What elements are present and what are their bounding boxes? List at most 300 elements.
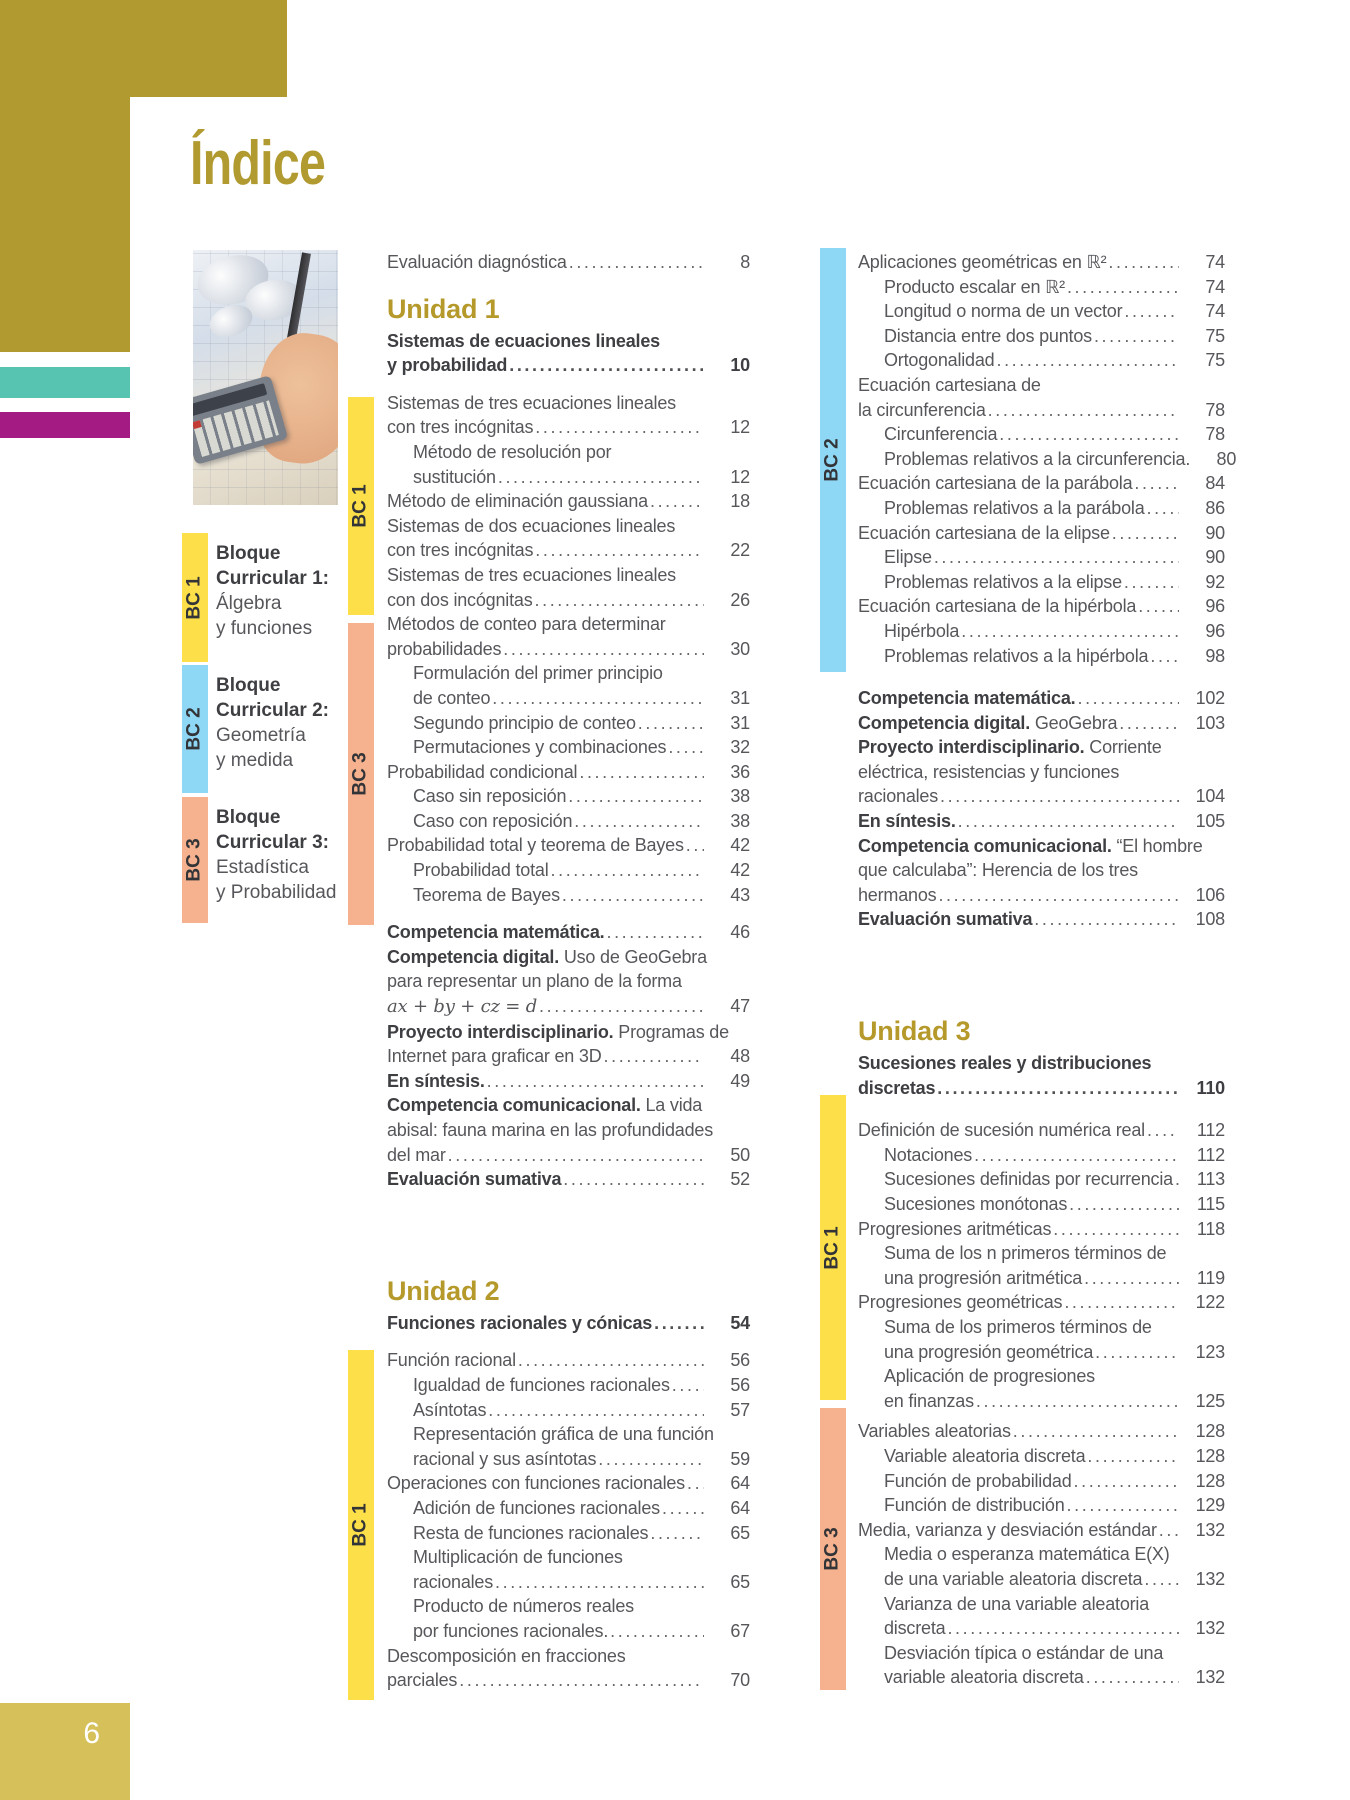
toc-entry-label: Sistemas de tres ecuaciones lineales xyxy=(387,564,676,585)
dot-leader xyxy=(1065,1493,1179,1518)
legend-bc1 xyxy=(182,533,329,662)
toc-entry-label: Función de probabilidad xyxy=(884,1470,1072,1491)
dot-leader xyxy=(959,619,1179,644)
toc-page-number: 96 xyxy=(1205,596,1225,617)
toc-entry-label: sustitución xyxy=(413,466,496,487)
toc-entry-label: Aplicaciones geométricas en ℝ² xyxy=(858,252,1107,272)
toc-page-number: 48 xyxy=(730,1046,750,1067)
toc-page-number: 98 xyxy=(1205,645,1225,666)
toc-entry-label: Variable aleatoria discreta xyxy=(884,1445,1086,1466)
toc-entry-label: Internet para graficar en 3D xyxy=(387,1046,602,1067)
toc-entry-label: Elipse xyxy=(884,547,932,568)
toc-entry xyxy=(387,588,750,613)
magenta-strip xyxy=(0,412,130,438)
legend-subtitle: y medida xyxy=(216,750,294,771)
dot-leader xyxy=(596,1447,704,1472)
toc-page-number: 54 xyxy=(730,1312,750,1333)
toc-entry xyxy=(387,1594,750,1619)
toc-entry-label: Adición de funciones racionales xyxy=(413,1497,660,1518)
toc-entry xyxy=(387,711,750,736)
toc-page-number: 128 xyxy=(1195,1445,1225,1466)
toc-entry-label: Progresiones aritméticas xyxy=(858,1218,1052,1239)
toc-entry-label: Representación gráfica de una función xyxy=(413,1424,714,1445)
toc-page-number: 106 xyxy=(1195,884,1225,905)
toc-entry-label: Problemas relativos a la circunferencia. xyxy=(884,448,1191,469)
dot-leader xyxy=(446,1143,704,1168)
unit-heading: Unidad 1 xyxy=(387,293,500,324)
toc-entry xyxy=(387,637,750,662)
dot-leader xyxy=(938,784,1179,809)
toc-entry-label: Producto de números reales xyxy=(413,1596,634,1617)
toc-entry xyxy=(858,447,1237,472)
toc-entry xyxy=(858,1290,1225,1315)
toc-entry xyxy=(387,1644,750,1669)
toc-entry-label: Igualdad de funciones racionales xyxy=(413,1374,670,1395)
toc-page-number: 78 xyxy=(1205,424,1225,445)
toc-page-number: 103 xyxy=(1195,712,1225,733)
toc-page-number: 70 xyxy=(730,1670,750,1691)
toc-page-number: 102 xyxy=(1195,688,1225,709)
toc-entry-label: Problemas relativos a la hipérbola xyxy=(884,645,1149,666)
toc-entry xyxy=(858,883,1225,908)
toc-entry-label: Ecuación cartesiana de la hipérbola xyxy=(858,596,1137,617)
toc-entry-label: una progresión aritmética xyxy=(884,1267,1083,1288)
footer-page-number-block xyxy=(0,1703,130,1800)
toc-entry xyxy=(858,1167,1225,1192)
toc-entry xyxy=(858,373,1225,398)
dot-leader xyxy=(1117,711,1179,736)
dot-leader xyxy=(567,250,704,275)
toc-page-number: 132 xyxy=(1195,1618,1225,1639)
toc-page-number: 38 xyxy=(730,810,750,831)
toc-entry-label: Método de eliminación gaussiana xyxy=(387,491,648,512)
toc-page-number: 90 xyxy=(1205,522,1225,543)
toc-entry-label: Caso sin reposición xyxy=(413,786,567,807)
dot-leader xyxy=(956,809,1179,834)
toc-entry-label: Sucesiones definidas por recurrencia xyxy=(884,1169,1173,1190)
toc-page-number: 115 xyxy=(1196,1194,1225,1214)
toc-entry xyxy=(387,1044,750,1069)
toc-entry xyxy=(858,324,1225,349)
toc-page-number: 36 xyxy=(730,761,750,782)
toc-entry-label: Ecuación cartesiana de xyxy=(858,374,1041,395)
toc-entry-label: Operaciones con funciones racionales xyxy=(387,1473,685,1494)
toc-page-number: 67 xyxy=(730,1620,750,1641)
toc-entry xyxy=(387,1422,750,1447)
legend-subtitle: y Probabilidad xyxy=(216,882,337,903)
toc-entry-label: Resta de funciones racionales xyxy=(413,1522,649,1543)
toc-entry xyxy=(858,422,1225,447)
toc-entry xyxy=(387,969,750,994)
dot-leader xyxy=(516,1348,704,1373)
legend-title: Bloque xyxy=(216,543,281,564)
dot-leader xyxy=(935,1076,1179,1101)
unit-heading: Unidad 3 xyxy=(858,1016,971,1047)
toc-entry xyxy=(858,545,1225,570)
dot-leader xyxy=(533,415,704,440)
toc-entry xyxy=(858,1444,1225,1469)
dot-leader xyxy=(648,1521,704,1546)
dot-leader xyxy=(572,809,704,834)
toc-entry-label: en finanzas xyxy=(884,1390,974,1411)
toc-entry xyxy=(858,1076,1225,1101)
toc-entry-label: la circunferencia xyxy=(858,399,986,420)
toc-entry xyxy=(387,391,750,416)
toc-page-number: 112 xyxy=(1196,1120,1225,1141)
toc-page-number: 92 xyxy=(1205,571,1225,592)
toc-entry-label: Media o esperanza matemática E(X) xyxy=(884,1544,1170,1565)
toc-entry xyxy=(387,1447,750,1472)
dot-leader xyxy=(945,1616,1179,1641)
dot-leader xyxy=(932,545,1179,570)
toc-page-number: 30 xyxy=(730,638,750,659)
dot-leader xyxy=(994,348,1179,373)
legend-subtitle: y funciones xyxy=(216,618,313,639)
toc-entry-label: Descomposición en fracciones xyxy=(387,1645,626,1666)
toc-entry-label: hermanos xyxy=(858,884,937,905)
dot-leader xyxy=(974,1389,1179,1414)
toc-entry xyxy=(858,594,1225,619)
toc-entry-label: del mar xyxy=(387,1144,446,1165)
toc-entry xyxy=(387,1118,750,1143)
toc-entry xyxy=(387,833,750,858)
teal-strip xyxy=(0,367,130,398)
toc-entry xyxy=(858,1542,1225,1567)
dot-leader xyxy=(1145,496,1179,521)
toc-entry xyxy=(387,1545,750,1570)
legend-title: Curricular 3: xyxy=(216,832,329,853)
dot-leader xyxy=(1122,570,1179,595)
toc-entry-label: por funciones racionales. xyxy=(413,1620,609,1641)
dot-leader xyxy=(986,398,1179,423)
toc-entry-label: Aplicación de progresiones xyxy=(884,1366,1095,1387)
toc-entry xyxy=(858,250,1225,275)
toc-entry xyxy=(387,563,750,588)
toc-entry-label: Progresiones geométricas xyxy=(858,1292,1063,1313)
toc-page-number: 65 xyxy=(730,1522,750,1543)
toc-page-number: 113 xyxy=(1196,1169,1225,1190)
dot-leader xyxy=(1122,299,1179,324)
toc-entry-label: Problemas relativos a la elipse xyxy=(884,571,1122,592)
dot-leader xyxy=(1085,1444,1179,1469)
toc-page-number: 78 xyxy=(1205,399,1225,420)
toc-entry xyxy=(858,1665,1225,1690)
toc-page-number: 59 xyxy=(730,1448,750,1469)
bc3-badge xyxy=(182,797,208,923)
toc-entry-label: Probabilidad total y teorema de Bayes xyxy=(387,835,684,856)
toc-entry xyxy=(858,1616,1225,1641)
dot-leader xyxy=(1093,1340,1179,1365)
toc-entry xyxy=(858,834,1225,859)
toc-entry-label: Asíntotas xyxy=(413,1399,487,1420)
toc-entry xyxy=(858,521,1225,546)
toc-entry xyxy=(858,619,1225,644)
toc-page-number: 42 xyxy=(730,835,750,856)
toc-entry xyxy=(387,1496,750,1521)
toc-page-number: 49 xyxy=(730,1070,750,1091)
toc-page-number: 86 xyxy=(1205,497,1225,518)
toc-entry-label: En síntesis. xyxy=(387,1070,485,1091)
toc-entry xyxy=(387,465,750,490)
dot-leader xyxy=(1173,1167,1179,1192)
dot-leader xyxy=(485,1069,704,1094)
toc-entry-label: con tres incógnitas xyxy=(387,417,534,438)
toc-entry xyxy=(387,735,750,760)
dot-leader xyxy=(685,1471,704,1496)
toc-page-number: 31 xyxy=(730,687,750,708)
dot-leader xyxy=(1067,1192,1179,1217)
bc3-section-bar: BC 3 xyxy=(820,1408,846,1690)
toc-entry xyxy=(858,760,1225,785)
dot-leader xyxy=(533,538,704,563)
toc-column-left xyxy=(387,250,750,1693)
toc-entry xyxy=(387,1093,750,1118)
toc-entry-label: racionales xyxy=(858,786,939,807)
legend-title: Bloque xyxy=(216,675,281,696)
toc-entry xyxy=(387,809,750,834)
page-title: Índice xyxy=(190,129,326,198)
toc-entry xyxy=(387,1143,750,1168)
toc-entry-label: Distancia entre dos puntos xyxy=(884,325,1092,346)
toc-entry-label: Competencia matemática. xyxy=(858,688,1076,709)
toc-page-number: 8 xyxy=(740,252,750,272)
dot-leader xyxy=(566,784,704,809)
toc-entry-label: para representar un plano de la forma xyxy=(387,971,682,992)
toc-page-number: 47 xyxy=(730,996,750,1017)
toc-entry-label: Segundo principio de conteo xyxy=(413,712,636,733)
toc-entry-label: Métodos de conteo para determinar xyxy=(387,614,666,635)
dot-leader xyxy=(666,735,704,760)
dot-leader xyxy=(507,353,704,378)
legend-title: Bloque xyxy=(216,807,281,828)
dot-leader xyxy=(1065,275,1179,300)
toc-entry-label: Sistemas de dos ecuaciones lineales xyxy=(387,515,676,536)
toc-entry xyxy=(858,711,1225,736)
toc-entry-label: Teorema de Bayes xyxy=(413,884,560,905)
toc-photo xyxy=(193,250,338,505)
toc-entry xyxy=(387,1471,750,1496)
dot-leader xyxy=(1136,594,1179,619)
toc-entry-label: discretas xyxy=(858,1077,936,1098)
bc1-badge-label: BC 1 xyxy=(184,575,206,620)
dot-leader xyxy=(1051,1217,1179,1242)
toc-page-number: 128 xyxy=(1195,1470,1225,1491)
toc-entry-label: Definición de sucesión numérica real xyxy=(858,1120,1145,1141)
toc-entry-label: Producto escalar en ℝ² xyxy=(884,276,1065,297)
dot-leader xyxy=(652,1311,704,1336)
toc-entry xyxy=(387,1373,750,1398)
toc-entry xyxy=(858,735,1225,760)
dot-leader xyxy=(972,1143,1179,1168)
toc-page-number: 132 xyxy=(1195,1568,1225,1589)
dot-leader xyxy=(1072,1469,1179,1494)
toc-entry xyxy=(387,920,750,945)
bc3-section-bar: BC 3 xyxy=(348,623,374,925)
dot-leader xyxy=(1132,471,1179,496)
dot-leader xyxy=(602,1044,704,1069)
toc-page-number: 50 xyxy=(730,1144,750,1165)
toc-entry-label: Problemas relativos a la parábola xyxy=(884,497,1145,518)
toc-entry-label: Suma de los primeros términos de xyxy=(884,1316,1152,1337)
toc-entry xyxy=(858,1389,1225,1414)
toc-page-number: 64 xyxy=(730,1473,750,1494)
toc-page-number: 12 xyxy=(730,466,750,487)
toc-entry-label: Evaluación sumativa xyxy=(858,909,1033,930)
dot-leader xyxy=(936,883,1179,908)
toc-entry xyxy=(858,1493,1225,1518)
toc-page-number: 90 xyxy=(1205,547,1225,568)
toc-entry xyxy=(858,398,1225,423)
toc-entry-label: Ortogonalidad xyxy=(884,350,995,371)
toc-page-number: 84 xyxy=(1205,473,1225,494)
dot-leader xyxy=(1157,1518,1179,1543)
toc-entry xyxy=(387,1668,750,1693)
toc-entry xyxy=(387,994,750,1020)
toc-entry-label: probabilidades xyxy=(387,638,502,659)
toc-page-number: 119 xyxy=(1196,1267,1225,1288)
bc2-badge xyxy=(182,665,208,793)
dot-leader xyxy=(561,1167,704,1192)
toc-entry-label: Competencia digital. GeoGebra xyxy=(858,712,1118,733)
toc-entry-label: eléctrica, resistencias y funciones xyxy=(858,761,1120,782)
toc-entry xyxy=(858,858,1225,883)
dot-leader xyxy=(660,1496,704,1521)
legend-subtitle: Geometría xyxy=(216,725,306,746)
bc2-badge-label: BC 2 xyxy=(184,707,206,751)
toc-entry xyxy=(387,661,750,686)
toc-entry-label: Hipérbola xyxy=(884,620,960,641)
dot-leader xyxy=(1062,1290,1179,1315)
dot-leader xyxy=(1082,1266,1179,1291)
legend-title: Curricular 1: xyxy=(216,568,329,589)
toc-entry-label: Ecuación cartesiana de la elipse xyxy=(858,522,1110,543)
bc1-badge xyxy=(182,533,208,662)
dot-leader xyxy=(496,465,704,490)
toc-page-number: 22 xyxy=(730,540,750,561)
toc-page-number: 132 xyxy=(1195,1667,1225,1688)
toc-entry xyxy=(387,760,750,785)
toc-entry xyxy=(858,1217,1225,1242)
toc-entry xyxy=(387,1521,750,1546)
toc-entry xyxy=(858,784,1225,809)
toc-entry xyxy=(387,1570,750,1595)
toc-entry-label: Media, varianza y desviación estándar xyxy=(858,1519,1157,1540)
bc3-badge-label: BC 3 xyxy=(184,838,206,882)
toc-entry-label: Variables aleatorias xyxy=(858,1421,1011,1442)
toc-page-number: 32 xyxy=(730,737,750,758)
toc-entry-label: Longitud o norma de un vector xyxy=(884,301,1123,322)
toc-page-number: 112 xyxy=(1196,1144,1225,1165)
toc-page-number: 31 xyxy=(730,712,750,733)
toc-entry-label: Ecuación cartesiana de la parábola xyxy=(858,473,1133,494)
toc-page-number: 12 xyxy=(730,417,750,438)
toc-entry-label: En síntesis. xyxy=(858,811,956,832)
unit-heading: Unidad 2 xyxy=(387,1275,500,1306)
toc-page-number: 18 xyxy=(730,491,750,512)
dot-leader xyxy=(1142,1567,1179,1592)
dot-leader xyxy=(670,1373,704,1398)
toc-page-number: 74 xyxy=(1205,301,1225,322)
toc-entry xyxy=(858,1340,1225,1365)
toc-entry xyxy=(858,1315,1225,1340)
toc-entry-label: Competencia digital. Uso de GeoGebra xyxy=(387,946,707,967)
toc-entry-label: Caso con reposición xyxy=(413,810,573,831)
toc-entry xyxy=(858,471,1225,496)
toc-entry-label: Formulación del primer principio xyxy=(413,663,663,684)
toc-entry-label: racionales xyxy=(413,1571,494,1592)
dot-leader xyxy=(457,1668,704,1693)
toc-entry xyxy=(387,1020,750,1045)
toc-entry xyxy=(858,1592,1225,1617)
toc-entry xyxy=(858,275,1225,300)
toc-entry xyxy=(858,809,1225,834)
toc-entry xyxy=(858,644,1225,669)
toc-column-right xyxy=(858,250,1237,1690)
toc-entry-label: Competencia matemática. xyxy=(387,922,605,943)
toc-entry-label: Desviación típica o estándar de una xyxy=(884,1642,1164,1663)
dot-leader xyxy=(1011,1419,1179,1444)
toc-entry xyxy=(387,514,750,539)
toc-page-number: 75 xyxy=(1205,350,1225,371)
bc2-section-bar: BC 2 xyxy=(820,248,846,672)
toc-entry-label: Proyecto interdisciplinario. Corriente xyxy=(858,737,1162,758)
toc-entry-label: Varianza de una variable aleatoria xyxy=(884,1593,1150,1614)
toc-page-number: 75 xyxy=(1205,325,1225,346)
toc-entry-label: racional y sus asíntotas xyxy=(413,1448,597,1469)
toc-page-number: 123 xyxy=(1195,1341,1225,1362)
toc-entry-label: Circunferencia xyxy=(884,424,998,445)
toc-page-number: 122 xyxy=(1195,1292,1225,1313)
dot-leader xyxy=(533,588,705,613)
toc-page-number: 38 xyxy=(730,786,750,807)
dot-leader xyxy=(493,1570,704,1595)
toc-entry-label: y probabilidad xyxy=(387,355,508,376)
toc-entry xyxy=(387,1069,750,1094)
toc-entry xyxy=(858,1266,1225,1291)
toc-page-number: 64 xyxy=(730,1497,750,1518)
toc-entry-label: ax + by + cz = d xyxy=(387,996,538,1018)
dot-leader xyxy=(1084,1665,1179,1690)
toc-entry xyxy=(858,299,1225,324)
toc-entry-label: Método de resolución por xyxy=(413,441,612,462)
toc-entry xyxy=(387,250,750,275)
toc-page-number: 80 xyxy=(1216,448,1237,469)
toc-entry xyxy=(858,686,1225,711)
toc-page-number: 108 xyxy=(1195,909,1225,930)
dot-leader xyxy=(1032,907,1179,932)
toc-entry xyxy=(858,907,1225,932)
toc-entry xyxy=(387,415,750,440)
toc-entry-label: Probabilidad condicional xyxy=(387,761,578,782)
toc-entry-label: una progresión geométrica xyxy=(884,1341,1094,1362)
legend-bc3 xyxy=(182,797,336,923)
toc-page-number: 10 xyxy=(730,355,750,376)
toc-page-number: 74 xyxy=(1205,276,1225,297)
legend-bc2 xyxy=(182,665,329,793)
toc-page-number: 128 xyxy=(1195,1421,1225,1442)
toc-page-number: 129 xyxy=(1195,1495,1225,1516)
toc-entry-label: con dos incógnitas xyxy=(387,589,533,610)
dot-leader xyxy=(560,883,704,908)
toc-entry xyxy=(858,570,1225,595)
toc-page-number: 42 xyxy=(730,860,750,881)
dot-leader xyxy=(997,422,1179,447)
toc-page-number: 52 xyxy=(730,1169,750,1190)
toc-entry xyxy=(387,686,750,711)
dot-leader xyxy=(608,1619,704,1644)
toc-entry xyxy=(858,496,1225,521)
toc-page-number: 26 xyxy=(730,589,750,610)
